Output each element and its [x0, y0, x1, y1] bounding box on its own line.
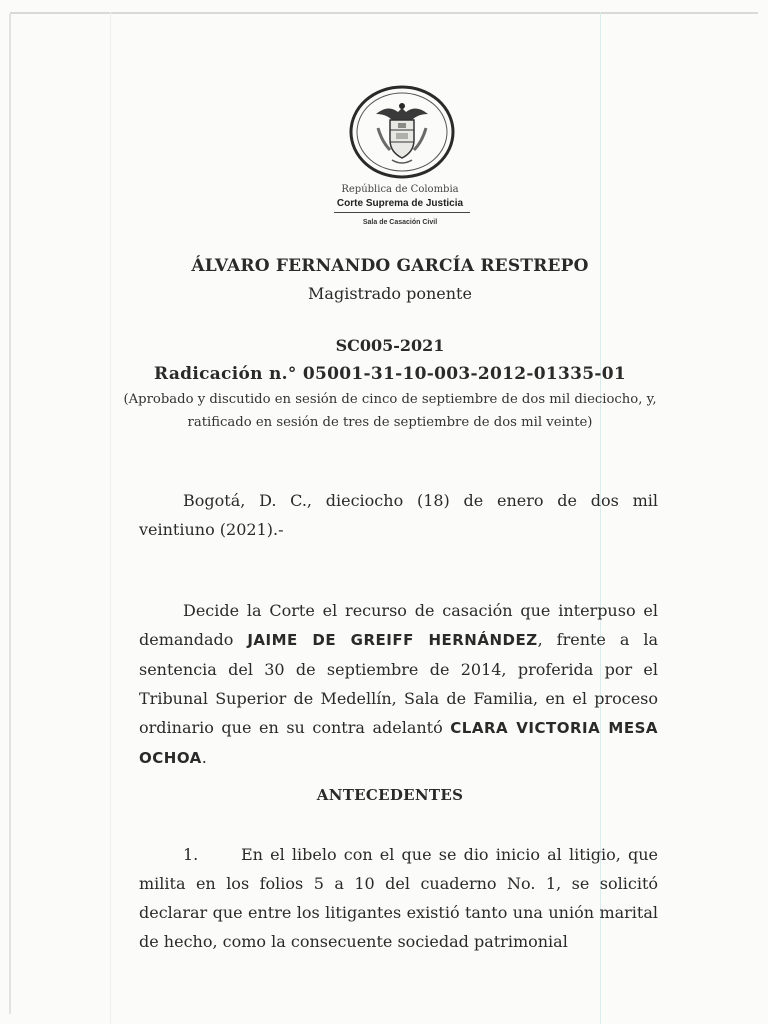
- decision-text-2: , frente a la sentencia del 30 de septiembre de 2014, proferida por el Tribunal Superior de Medellín, Sala de Familia, en el proceso ordinario que en su contra adelantó: [139, 630, 659, 737]
- date-paragraph: [139, 486, 658, 544]
- paragraph-number: 1.: [183, 845, 199, 864]
- paragraph-1-text: En el libelo con el que se dio inicio al litigio, que milita en los folios 5 a 10 del cuaderno No. 1, se solicitó declarar que entre los litigantes existió tanto una unión marital de hecho, como la consecuente sociedad patrimonial: [139, 845, 658, 951]
- date-text: Bogotá, D. C., dieciocho (18) de enero de dos mil veintiuno (2021).-: [139, 491, 658, 539]
- decision-text-1: Decide la Corte el recurso de casación que interpuso el demandado: [139, 601, 658, 649]
- sentence-code: SC005-2021: [335, 336, 445, 355]
- decision-paragraph: [139, 596, 658, 773]
- section-heading: ANTECEDENTES: [316, 786, 464, 804]
- seal-republic-text: República de Colombia: [341, 184, 459, 195]
- court-seal-emblem: [348, 84, 456, 180]
- approval-note: (Aprobado y discutido en sesión de cinco de septiembre de dos mil dieciocho, y, ratificado en sesión de tres de septiembre de dos mil veinte): [123, 392, 657, 430]
- seal-divider: [334, 212, 470, 213]
- antecedent-paragraph-1: [139, 840, 658, 956]
- magistrate-name: ÁLVARO FERNANDO GARCÍA RESTREPO: [191, 256, 589, 276]
- radication-number: Radicación n.° 05001-31-10-003-2012-01335-01: [154, 364, 626, 384]
- page-edge-left: [9, 14, 11, 1014]
- scan-crease: [110, 12, 111, 1024]
- page-edge-top: [10, 12, 758, 14]
- magistrate-role: Magistrado ponente: [308, 284, 472, 303]
- decision-text-3: .: [201, 748, 207, 767]
- seal-court-name: Corte Suprema de Justicia: [336, 198, 464, 209]
- defendant-name: JAIME DE GREIFF HERNÁNDEZ: [247, 631, 538, 649]
- seal-chamber-name: Sala de Casación Civil: [362, 219, 438, 226]
- plaintiff-name: CLARA VICTORIA MESA OCHOA: [139, 719, 658, 767]
